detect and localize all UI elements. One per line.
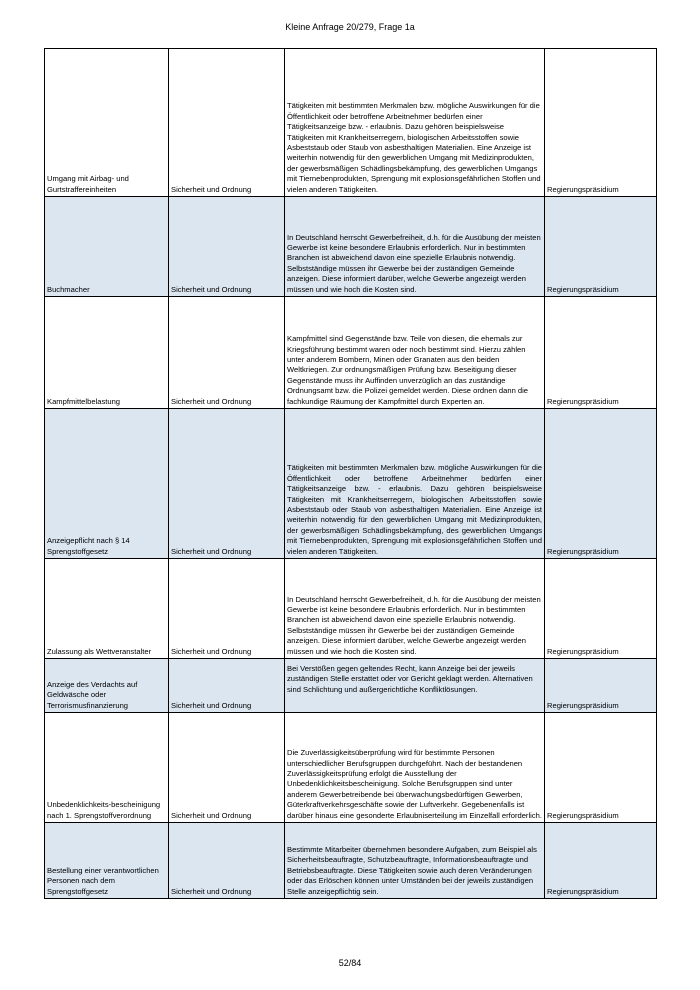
table-row — [45, 659, 657, 713]
area-cell: Sicherheit und Ordnung — [169, 823, 285, 899]
service-name-cell: Anzeige des Verdachts auf Geldwäsche oder Terrorismusfinanzierung — [45, 659, 169, 713]
description-cell — [285, 559, 545, 659]
description-text: In Deutschland herrscht Gewerbefreiheit, d.h. für die Ausübung der meisten Gewerbe ist keine besondere Erlaubnis erforderlich. Nur in bestimmten Branchen ist abweichend davon eine spezielle Erlaubnis notwendig. Selbstständige müssen ihr Gewerbe bei der zuständigen Gemeinde anzeigen. Diese informiert darüber, welche Gewerbe angezeigt werden müssen und wie hoch die Kosten sind. — [287, 594, 541, 656]
authority-cell: Regierungspräsidium — [545, 297, 657, 409]
authority-cell: Regierungspräsidium — [545, 559, 657, 659]
description-text: Tätigkeiten mit bestimmten Merkmalen bzw. mögliche Auswirkungen für die Öffentlichkeit oder betroffene Arbeitnehmer bedürfen einer Tätigkeitsanzeige bzw. - erlaubnis. Dazu gehören beispielsweise Tätigkeiten mit Krankheitserregern, biologischen Arbeitsstoffen sowie Asbeststaub oder Staub von asbesthaltigen Materialien. Eine Anzeige ist weiterhin notwendig für den gewerblichen Umgang mit Medizinprodukten, der gewerbsmäßigen Schädlingsbekämpfung, des gewerblichen Umgangs mit Tiernebenprodukten, Sprengung mit explosionsgefährlichen Stoffen und vielen anderen Tätigkeiten. — [287, 463, 542, 556]
authority-cell: Regierungspräsidium — [545, 713, 657, 823]
area-cell: Sicherheit und Ordnung — [169, 297, 285, 409]
area-cell: Sicherheit und Ordnung — [169, 197, 285, 297]
description-cell — [285, 297, 545, 409]
area-cell: Sicherheit und Ordnung — [169, 659, 285, 713]
service-name-cell: Zulassung als Wettveranstalter — [45, 559, 169, 659]
table-row — [45, 823, 657, 899]
table-row — [45, 49, 657, 197]
area-cell: Sicherheit und Ordnung — [169, 409, 285, 559]
authority-cell: Regierungspräsidium — [545, 659, 657, 713]
description-text: Tätigkeiten mit bestimmten Merkmalen bzw. mögliche Auswirkungen für die Öffentlichkeit oder betroffene Arbeitnehmer bedürfen einer Tätigkeitsanzeige bzw. - erlaubnis. Dazu gehören beispielsweise Tätigkeiten mit Krankheitserregern, biologischen Arbeitsstoffen sowie Asbeststaub oder Staub von asbesthaltigen Materialien. Eine Anzeige ist weiterhin notwendig für den gewerblichen Umgang mit Medizinprodukten, der gewerbsmäßigen Schädlingsbekämpfung, des gewerblichen Umgangs mit Tiernebenprodukten, Sprengung mit explosionsgefährlichen Stoffen und vielen anderen Tätigkeiten. — [287, 101, 541, 194]
authority-cell: Regierungspräsidium — [545, 823, 657, 899]
service-name-cell: Buchmacher — [45, 197, 169, 297]
area-cell: Sicherheit und Ordnung — [169, 49, 285, 197]
service-name-cell: Anzeigepflicht nach § 14 Sprengstoffgesetz — [45, 409, 169, 559]
description-cell — [285, 409, 545, 559]
page-number: 52/84 — [338, 958, 362, 968]
authority-cell: Regierungspräsidium — [545, 49, 657, 197]
area-cell: Sicherheit und Ordnung — [169, 559, 285, 659]
service-name-cell: Unbedenklichkeits-bescheinigung nach 1. Sprengstoffverordnung — [45, 713, 169, 823]
description-text: Bestimmte Mitarbeiter übernehmen besondere Aufgaben, zum Beispiel als Sicherheitsbeauftragte, Schutzbeauftragte, Informationsbeauftragte und Betriebsbeauftragte. Diese Tätigkeiten sowie auch deren Veränderungen oder das Erlöschen können unter Umständen bei der jeweils zuständigen Stelle anzeigepflichtig sein. — [287, 844, 537, 896]
service-name-cell: Umgang mit Airbag- und Gurtstraffereinheiten — [45, 49, 169, 197]
description-text: Bei Verstößen gegen geltendes Recht, kann Anzeige bei der jeweils zuständigen Stelle erstattet oder vor Gericht geklagt werden. Alternativen sind Schlichtung und außergerichtliche Konfliktlösungen. — [287, 664, 533, 694]
table-row — [45, 197, 657, 297]
page-header: Kleine Anfrage 20/279, Frage 1a — [285, 22, 415, 32]
description-cell — [285, 659, 545, 713]
table-row — [45, 297, 657, 409]
description-cell — [285, 823, 545, 899]
description-text: Kampfmittel sind Gegenstände bzw. Teile von diesen, die ehemals zur Kriegsführung bestimmt waren oder noch bestimmt sind. Hierzu zählen unter anderem Bombern, Minen oder Granaten aus den beiden Weltkriegen. Zur ordnungsmäßigen Prüfung bzw. Beseitigung dieser Gegenstände muss ihr Auffinden unverzüglich an das zuständige Ordnungsamt bzw. die Polizei gemeldet werden. Diese ordnen dann die fachkundige Räumung der Kampfmittel durch Experten an. — [287, 334, 529, 406]
description-text: Die Zuverlässigkeitsüberprüfung wird für bestimmte Personen unterschiedlicher Berufsgruppen durchgeführt. Nach der bestandenen Zuverlässigkeitsprüfung erfolgt die Ausstellung der Unbedenklichkeitsbescheinigung. Solche Berufsgruppen sind unter anderem Gewerbetreibende bei überwachungsbedürftigen Gewerben, Güterkraftverkehrsgeschäfte sowie der Luftverkehr. Gegebenenfalls ist darüber hinaus eine gesonderte Erlaubniserteilung im Einzelfall erforderlich. — [287, 748, 542, 820]
table-row — [45, 409, 657, 559]
description-cell — [285, 713, 545, 823]
service-name-cell: Kampfmittelbelastung — [45, 297, 169, 409]
description-text: In Deutschland herrscht Gewerbefreiheit, d.h. für die Ausübung der meisten Gewerbe ist keine besondere Erlaubnis erforderlich. Nur in bestimmten Branchen ist abweichend davon eine spezielle Erlaubnis notwendig. Selbstständige müssen ihr Gewerbe bei der zuständigen Gemeinde anzeigen. Diese informiert darüber, welche Gewerbe angezeigt werden müssen und wie hoch die Kosten sind. — [287, 232, 541, 294]
service-name-cell: Bestellung einer verantwortlichen Personen nach dem Sprengstoffgesetz — [45, 823, 169, 899]
area-cell: Sicherheit und Ordnung — [169, 713, 285, 823]
authority-cell: Regierungspräsidium — [545, 409, 657, 559]
table-row — [45, 559, 657, 659]
description-cell — [285, 49, 545, 197]
table-row — [45, 713, 657, 823]
description-cell — [285, 197, 545, 297]
authority-cell: Regierungspräsidium — [545, 197, 657, 297]
services-table — [44, 48, 657, 899]
